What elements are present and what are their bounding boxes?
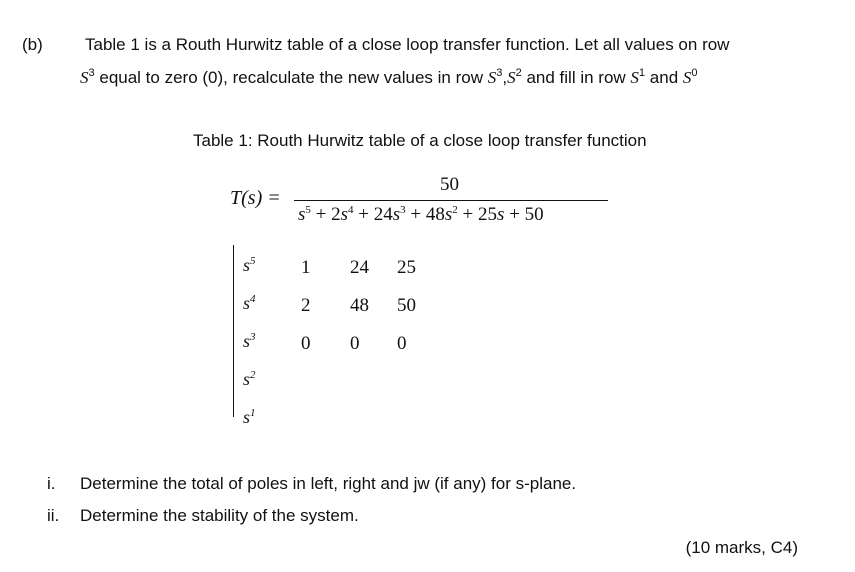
den-term-exponent: 5	[305, 204, 311, 216]
row-label-base: s	[243, 407, 251, 427]
s-symbol: S	[682, 68, 692, 87]
routh-cell: 48	[350, 295, 369, 316]
routh-row-label	[243, 331, 256, 352]
routh-cell: 2	[301, 295, 311, 316]
superscript: 3	[496, 67, 503, 79]
row-label-base: s	[243, 369, 251, 389]
routh-cell: 50	[397, 295, 416, 316]
transfer-function-lhs: T(s) =	[230, 187, 281, 209]
den-term-base: s	[298, 204, 306, 225]
den-term-base: s	[340, 204, 349, 225]
question-text: and	[649, 68, 679, 87]
superscript: 1	[638, 67, 646, 79]
row-label-exponent: 1	[250, 407, 256, 419]
task-text: Determine the stability of the system.	[80, 506, 359, 525]
den-term-base: s	[444, 204, 453, 225]
row-label-exponent: 5	[250, 255, 256, 267]
routh-row-label	[243, 407, 256, 428]
task-number: i.	[47, 474, 56, 493]
question-text: and fill in row	[526, 68, 626, 87]
fraction-bar	[294, 200, 608, 201]
task-number: ii.	[47, 506, 60, 525]
marks-label: (10 marks, C4)	[685, 538, 798, 557]
routh-row-label	[243, 255, 256, 276]
routh-cell: 0	[301, 333, 311, 354]
routh-row-label	[243, 369, 256, 390]
row-label-base: s	[243, 255, 251, 275]
part-label: (b)	[22, 35, 43, 54]
comma: ,	[502, 68, 508, 87]
den-term-exponent: 3	[400, 204, 406, 216]
task-text: Determine the total of poles in left, right and jw (if any) for s-plane.	[80, 474, 577, 493]
den-term-base: s	[497, 204, 505, 225]
routh-cell: 0	[397, 333, 407, 354]
den-term-coefficient: + 2	[310, 204, 341, 225]
row-label-base: s	[243, 331, 251, 351]
question-line-1: Table 1 is a Routh Hurwitz table of a close loop transfer function. Let all values on row	[85, 35, 730, 54]
transfer-function-numerator: 50	[440, 174, 459, 195]
row-label-exponent: 2	[250, 369, 256, 381]
row-label-exponent: 4	[250, 293, 256, 305]
routh-cell: 25	[397, 257, 416, 278]
question-text: equal to zero (0), recalculate the new values in row	[99, 68, 484, 87]
s-symbol: S	[80, 68, 89, 87]
row-label-base: s	[243, 293, 251, 313]
question-line-2	[80, 68, 698, 88]
row-label-exponent: 3	[250, 331, 256, 343]
den-term-exponent: 4	[348, 204, 354, 216]
s-symbol: S	[507, 68, 516, 87]
routh-cell: 0	[350, 333, 360, 354]
routh-row-label	[243, 293, 256, 314]
table-caption: Table 1: Routh Hurwitz table of a close loop transfer function	[193, 131, 647, 150]
s-symbol: S	[487, 68, 497, 87]
superscript: 3	[88, 67, 95, 79]
routh-table-divider	[233, 245, 234, 417]
den-term-coefficient: + 50	[504, 204, 544, 225]
den-term-base: s	[392, 204, 401, 225]
superscript: 0	[691, 67, 698, 79]
superscript: 2	[515, 67, 522, 79]
den-term-exponent: 2	[452, 204, 458, 216]
routh-cell: 1	[301, 257, 311, 278]
den-term-coefficient: + 24	[353, 204, 393, 225]
s-symbol: S	[630, 68, 639, 87]
transfer-function-denominator	[298, 204, 544, 226]
den-term-coefficient: + 25	[457, 204, 497, 225]
routh-cell: 24	[350, 257, 369, 278]
den-term-coefficient: + 48	[405, 204, 445, 225]
